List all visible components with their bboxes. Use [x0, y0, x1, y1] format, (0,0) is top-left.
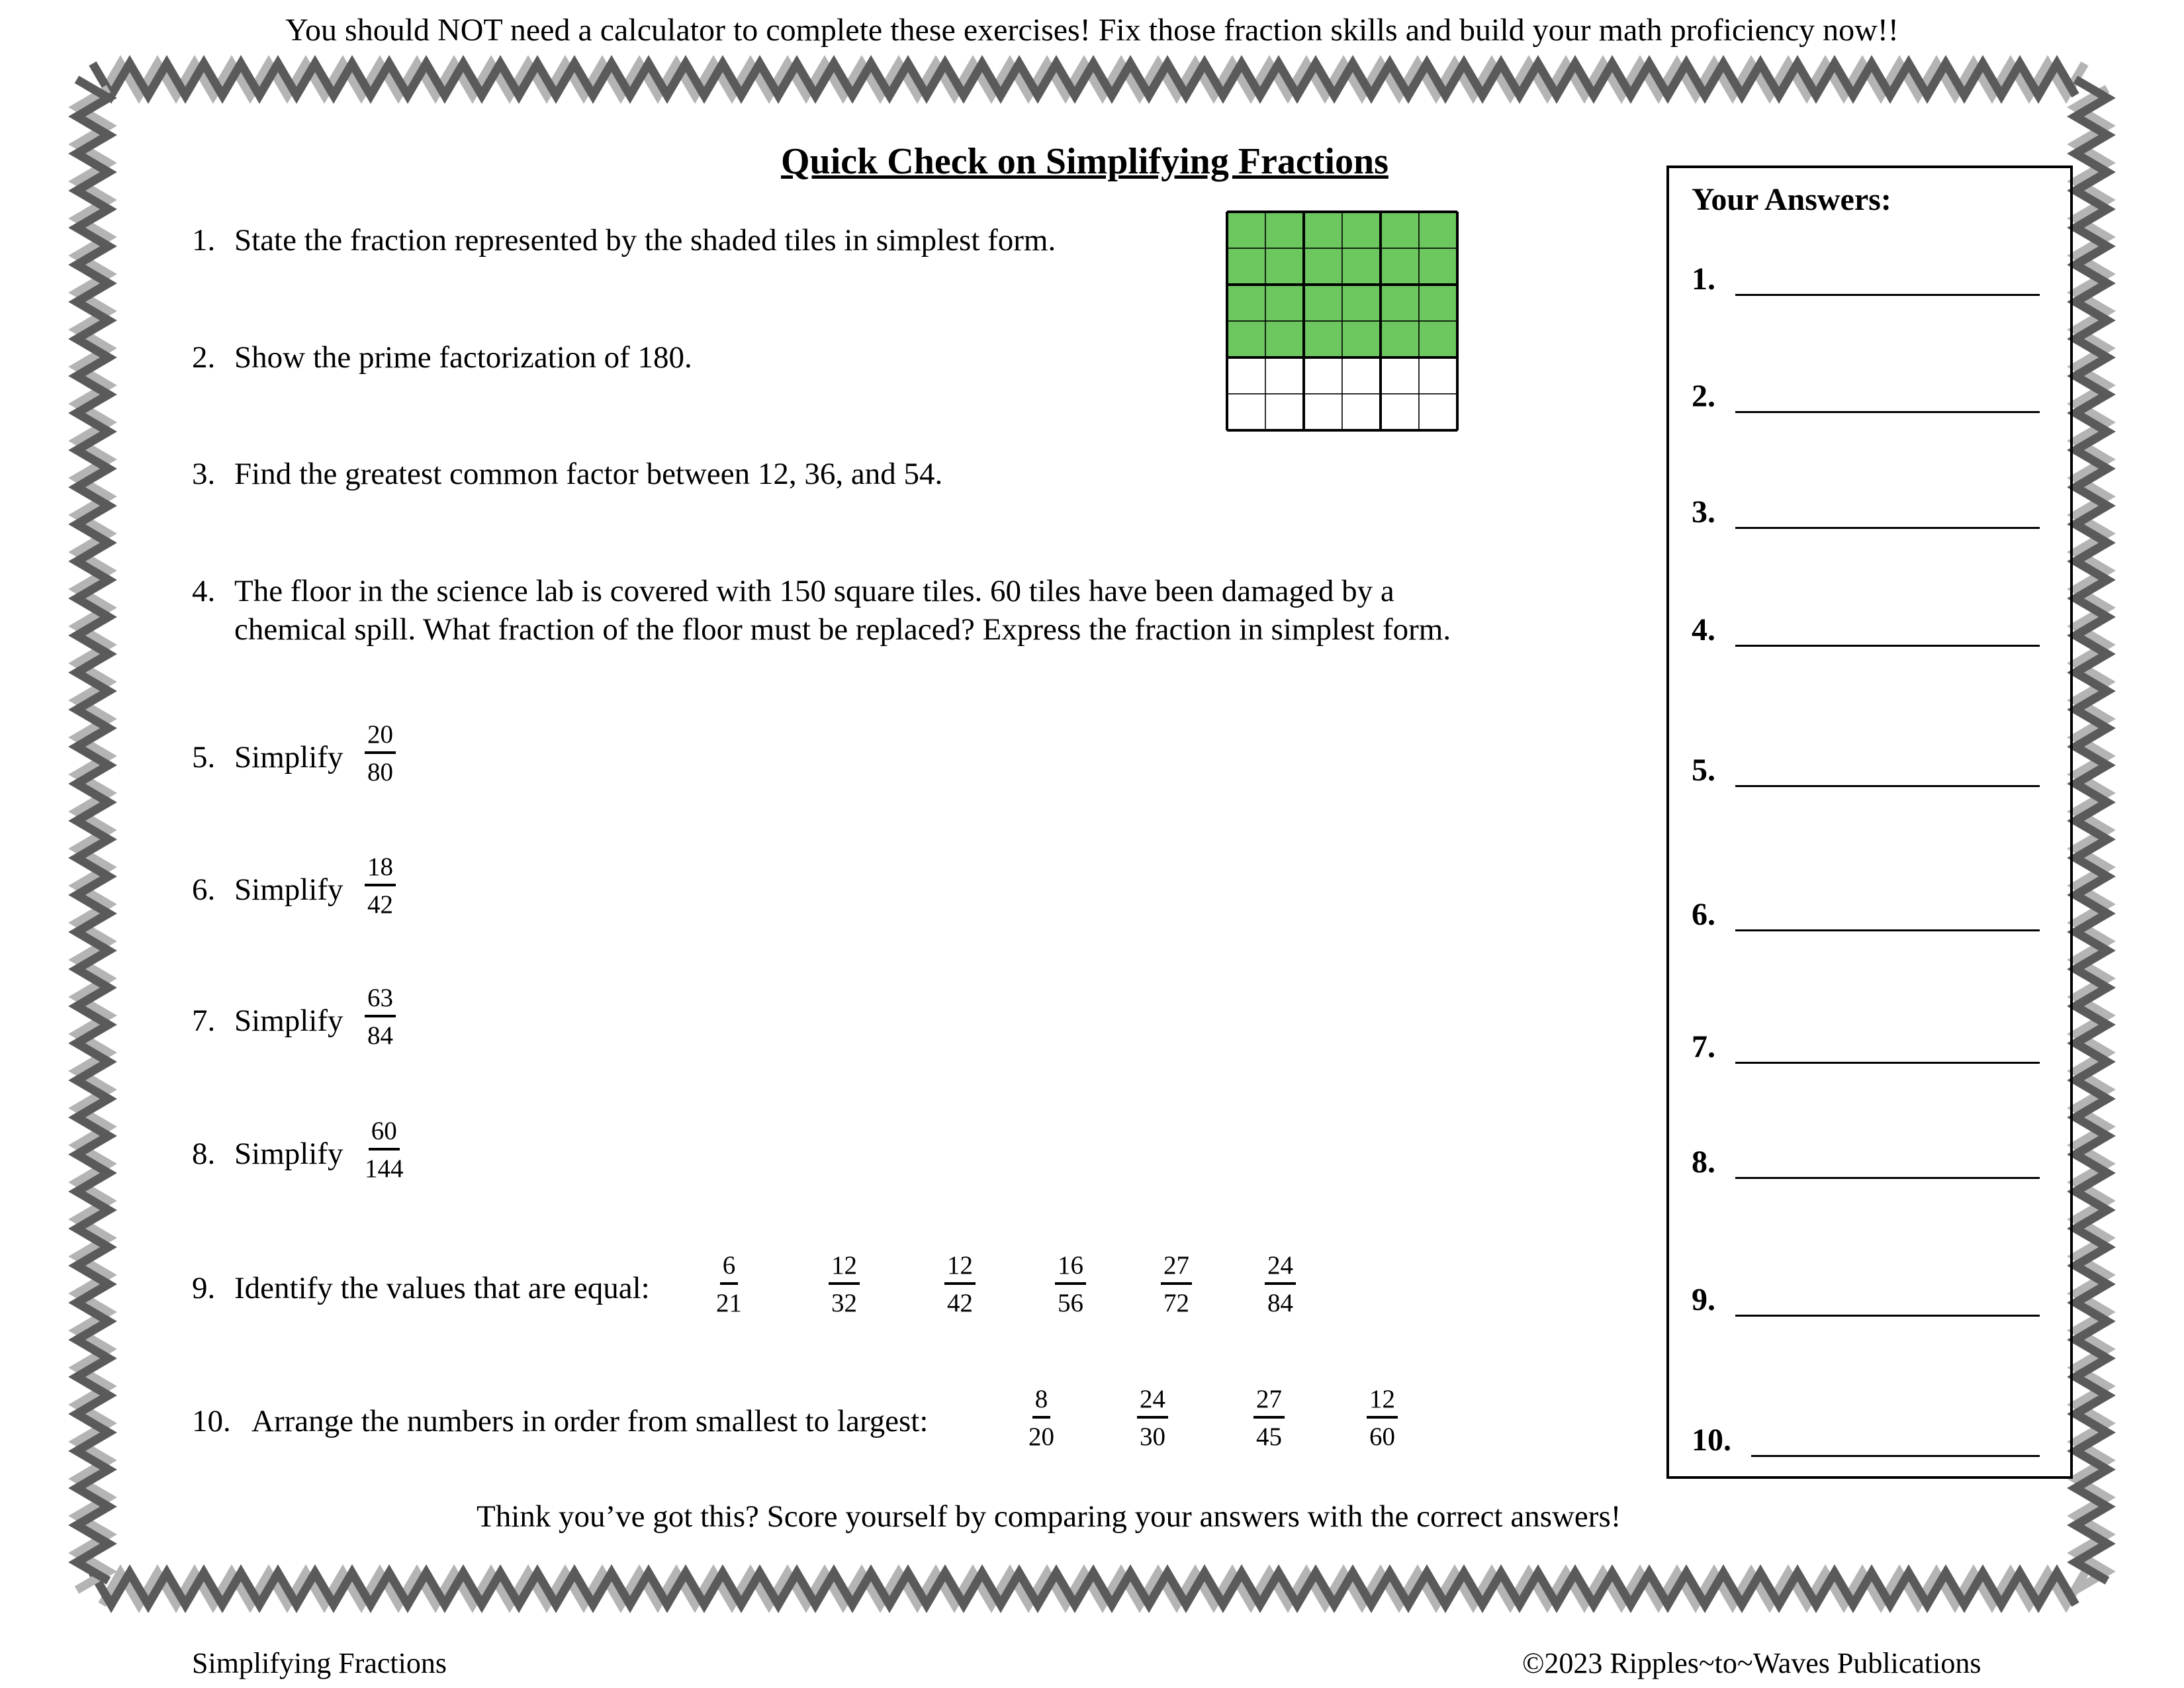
- answer-line-9[interactable]: [1735, 1315, 2040, 1317]
- answer-label: 9.: [1692, 1282, 1715, 1317]
- shaded-tile: [1419, 248, 1457, 285]
- shaded-tile: [1265, 321, 1304, 357]
- answer-line-3[interactable]: [1735, 527, 2040, 529]
- shaded-tile: [1265, 285, 1304, 321]
- fraction: [365, 985, 396, 1049]
- unshaded-tile: [1265, 394, 1304, 430]
- shaded-tile: [1227, 321, 1265, 357]
- footer-right: ©2023 Ripples~to~Waves Publications: [1522, 1647, 1981, 1679]
- shaded-tile: [1342, 285, 1381, 321]
- question-number: 8.: [192, 1137, 216, 1171]
- answer-label: 7.: [1692, 1029, 1715, 1064]
- numerator: 16: [1055, 1252, 1086, 1285]
- unshaded-tile: [1381, 357, 1419, 394]
- denominator: 72: [1163, 1289, 1189, 1317]
- denominator: 42: [947, 1289, 973, 1317]
- page-title: Quick Check on Simplifying Fractions: [781, 141, 1388, 182]
- numerator: 12: [944, 1252, 976, 1285]
- question-text: The floor in the science lab is covered with 150 square tiles. 60 tiles have been damaged by a: [234, 574, 1394, 608]
- fraction: [1137, 1386, 1168, 1450]
- answer-line-6[interactable]: [1735, 929, 2040, 931]
- unshaded-tile: [1227, 394, 1265, 430]
- question-text: Simplify: [234, 740, 343, 774]
- answer-line-2[interactable]: [1735, 411, 2040, 413]
- header-note: You should NOT need a calculator to complete these exercises! Fix those fraction skills and build your math proficiency now!!: [285, 13, 1899, 48]
- answer-label: 8.: [1692, 1145, 1715, 1180]
- answer-label: 6.: [1692, 897, 1715, 932]
- answer-label: 4.: [1692, 612, 1715, 647]
- unshaded-tile: [1381, 394, 1419, 430]
- fraction: [1367, 1386, 1398, 1450]
- shaded-tile: [1227, 285, 1265, 321]
- shaded-tile: [1419, 285, 1457, 321]
- question-text: Simplify: [234, 872, 343, 907]
- question-number: 2.: [192, 340, 216, 375]
- question-number: 10.: [192, 1404, 231, 1438]
- question-text: Identify the values that are equal:: [234, 1271, 650, 1305]
- unshaded-tile: [1304, 357, 1342, 394]
- question-text-line2: chemical spill. What fraction of the floor must be replaced? Express the fraction in simplest form.: [234, 612, 1451, 647]
- unshaded-tile: [1265, 357, 1304, 394]
- unshaded-tile: [1304, 394, 1342, 430]
- shaded-tile: [1304, 285, 1342, 321]
- shaded-tile: [1342, 248, 1381, 285]
- shaded-tile: [1265, 248, 1304, 285]
- shaded-tile: [1381, 212, 1419, 248]
- answer-line-5[interactable]: [1735, 785, 2040, 787]
- unshaded-tile: [1419, 357, 1457, 394]
- answer-label: 3.: [1692, 494, 1715, 530]
- shaded-tile: [1381, 285, 1419, 321]
- unshaded-tile: [1227, 357, 1265, 394]
- shaded-tile: [1304, 248, 1342, 285]
- fraction: [829, 1252, 860, 1316]
- shaded-tile: [1227, 248, 1265, 285]
- answer-line-1[interactable]: [1735, 294, 2040, 296]
- numerator: 12: [829, 1252, 860, 1285]
- question-number: 5.: [192, 740, 216, 774]
- answer-line-8[interactable]: [1735, 1177, 2040, 1179]
- numerator: 60: [369, 1118, 400, 1150]
- shaded-tile: [1381, 321, 1419, 357]
- fraction: [1253, 1386, 1285, 1450]
- shaded-tile: [1304, 321, 1342, 357]
- shaded-tile: [1342, 321, 1381, 357]
- shaded-tile: [1419, 212, 1457, 248]
- question-number: 9.: [192, 1271, 216, 1305]
- shaded-tile: [1227, 212, 1265, 248]
- fraction: [1161, 1252, 1192, 1316]
- numerator: 18: [365, 854, 396, 886]
- question-number: 1.: [192, 223, 216, 258]
- closing-note: Think you’ve got this? Score yourself by comparing your answers with the correct answers!: [477, 1499, 1621, 1534]
- numerator: 12: [1367, 1386, 1398, 1419]
- denominator: 144: [365, 1154, 404, 1183]
- shaded-tile: [1265, 212, 1304, 248]
- question-text: State the fraction represented by the shaded tiles in simplest form.: [234, 223, 1056, 258]
- denominator: 80: [367, 758, 393, 786]
- question-number: 3.: [192, 457, 216, 491]
- denominator: 60: [1369, 1423, 1395, 1451]
- fraction: [944, 1252, 976, 1316]
- numerator: 8: [1032, 1386, 1051, 1419]
- denominator: 84: [367, 1021, 393, 1050]
- fraction: [1055, 1252, 1086, 1316]
- answer-line-7[interactable]: [1735, 1062, 2040, 1064]
- numerator: 20: [365, 722, 396, 754]
- unshaded-tile: [1419, 394, 1457, 430]
- answer-box: [1666, 165, 2073, 1479]
- fraction: [365, 1118, 404, 1182]
- shaded-tiles-grid: [1226, 211, 1459, 432]
- shaded-tile: [1304, 212, 1342, 248]
- numerator: 24: [1265, 1252, 1296, 1285]
- numerator: 24: [1137, 1386, 1168, 1419]
- footer-left: Simplifying Fractions: [192, 1647, 447, 1679]
- unshaded-tile: [1342, 357, 1381, 394]
- unshaded-tile: [1342, 394, 1381, 430]
- question-text: Arrange the numbers in order from smallest to largest:: [251, 1404, 929, 1438]
- question-text: Simplify: [234, 1137, 343, 1171]
- numerator: 6: [720, 1252, 739, 1285]
- question-number: 4.: [192, 574, 216, 608]
- answer-label: 5.: [1692, 753, 1715, 788]
- answer-label: 10.: [1692, 1423, 1731, 1458]
- answer-box-title: Your Answers:: [1692, 182, 1891, 217]
- fraction: [365, 722, 396, 785]
- shaded-tile: [1381, 248, 1419, 285]
- denominator: 56: [1058, 1289, 1083, 1317]
- fraction: [365, 854, 396, 917]
- answer-line-10[interactable]: [1751, 1455, 2040, 1457]
- numerator: 63: [365, 985, 396, 1017]
- numerator: 27: [1253, 1386, 1285, 1419]
- question-text: Simplify: [234, 1004, 343, 1038]
- shaded-tile: [1419, 321, 1457, 357]
- fraction: [716, 1252, 742, 1316]
- question-number: 6.: [192, 872, 216, 907]
- question-text: Show the prime factorization of 180.: [234, 340, 692, 375]
- fraction: [1265, 1252, 1296, 1316]
- answer-line-4[interactable]: [1735, 645, 2040, 647]
- denominator: 21: [716, 1289, 742, 1317]
- denominator: 42: [367, 890, 393, 919]
- fraction: [1028, 1386, 1054, 1450]
- numerator: 27: [1161, 1252, 1192, 1285]
- question-number: 7.: [192, 1004, 216, 1038]
- denominator: 84: [1267, 1289, 1293, 1317]
- denominator: 45: [1256, 1423, 1282, 1451]
- question-text: Find the greatest common factor between 12, 36, and 54.: [234, 457, 943, 491]
- shaded-tile: [1342, 212, 1381, 248]
- answer-label: 1.: [1692, 261, 1715, 297]
- denominator: 32: [831, 1289, 857, 1317]
- denominator: 20: [1028, 1423, 1054, 1451]
- denominator: 30: [1140, 1423, 1165, 1451]
- answer-label: 2.: [1692, 379, 1715, 414]
